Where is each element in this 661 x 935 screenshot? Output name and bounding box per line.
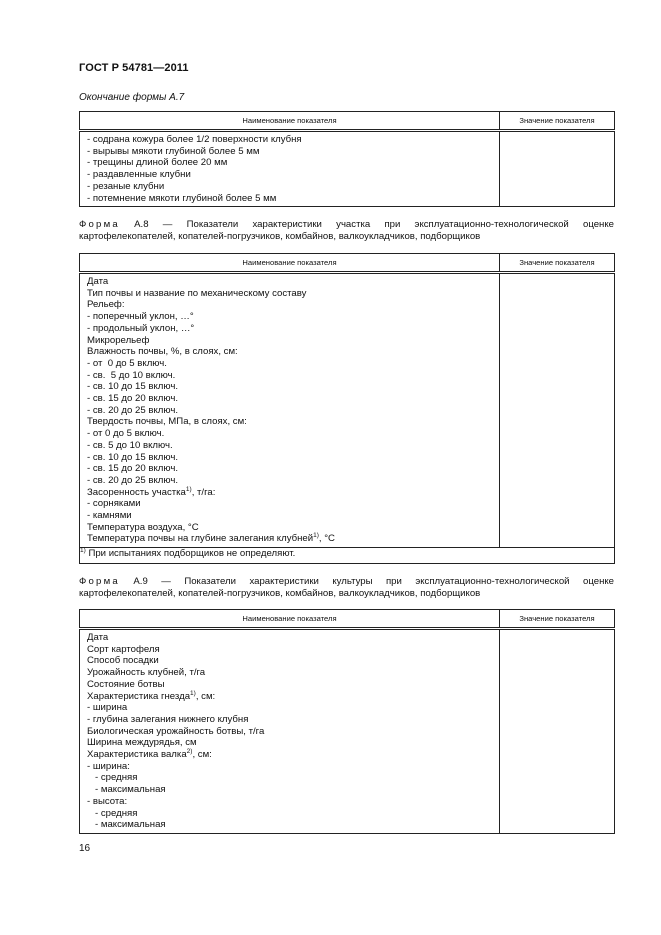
indicator-line: - св. 15 до 20 включ. bbox=[87, 463, 179, 475]
indicator-line: - ширина bbox=[87, 702, 128, 714]
form-a8-number: А.8 bbox=[134, 219, 149, 230]
form-a8-footnote-row bbox=[80, 548, 615, 564]
indicator-line: - глубина залегания нижнего клубня bbox=[87, 713, 249, 725]
indicator-line: - содрана кожура более 1/2 поверхности клубня bbox=[87, 134, 302, 145]
indicator-line: - поперечный уклон, …° bbox=[87, 311, 194, 323]
col-header-name: Наименование показателя bbox=[80, 254, 500, 273]
footnote-ref: 1) bbox=[190, 689, 196, 697]
footnote-mark: 1) bbox=[80, 547, 86, 555]
form-a8-label: Форма bbox=[79, 219, 120, 230]
indicator-subline: - средняя bbox=[95, 807, 138, 819]
indicator-line: Дата bbox=[87, 276, 109, 287]
indicator-line: - св. 5 до 10 включ. bbox=[87, 439, 173, 451]
indicator-line: - сорняками bbox=[87, 498, 141, 510]
indicator-line: - св. 10 до 15 включ. bbox=[87, 451, 179, 463]
col-header-value: Значение показателя bbox=[500, 254, 615, 273]
page-number: 16 bbox=[79, 843, 91, 854]
form-a8-footnote bbox=[80, 548, 615, 564]
form-a8-header-row bbox=[80, 254, 615, 273]
indicator-line: Влажность почвы, %, в слоях, см: bbox=[87, 346, 238, 358]
form-a9-header-row bbox=[80, 610, 615, 629]
form-a8-title-text: — Показатели характеристики участка при эксплуатационно-технологической оценке картофелекопателей, копателей-погрузчиков, комбайнов, валкоукладчиков, подборщиков bbox=[79, 219, 614, 242]
indicator-line: - св. 5 до 10 включ. bbox=[87, 369, 176, 381]
form-a8-indicator-list bbox=[80, 273, 500, 548]
indicator-line: - св. 20 до 25 включ. bbox=[87, 474, 179, 486]
indicator-line: Ширина междурядья, см bbox=[87, 737, 197, 749]
form-a7-indicator-list bbox=[80, 131, 500, 207]
form-a9-title bbox=[79, 576, 614, 600]
indicator-line: - от 0 до 5 включ. bbox=[87, 428, 165, 440]
indicator-line: - вырывы мякоти глубиной более 5 мм bbox=[87, 145, 260, 157]
form-a7-header-row bbox=[80, 112, 615, 131]
indicator-subline: - средняя bbox=[95, 772, 138, 784]
indicator-subline: - максимальная bbox=[95, 784, 166, 796]
col-header-value: Значение показателя bbox=[500, 112, 615, 131]
form-a7-continuation-caption: Окончание формы А.7 bbox=[79, 92, 185, 103]
indicator-line: - св. 15 до 20 включ. bbox=[87, 393, 179, 405]
indicator-line: - ширина: bbox=[87, 760, 130, 772]
indicator-line: Микрорельеф bbox=[87, 334, 150, 346]
indicator-line: Дата bbox=[87, 632, 109, 643]
soil-temperature-line: Температура почвы на глубине залегания клубней$^{1)}$, °С bbox=[87, 532, 335, 545]
indicator-line: - раздавленные клубни bbox=[87, 169, 191, 181]
form-a9-title-text: — Показатели характеристики культуры при эксплуатационно-технологической оценке картофелекопателей, копателей-погрузчиков, комбайнов, валкоукладчиков, подборщиков bbox=[79, 576, 615, 599]
indicator-line: Сорт картофеля bbox=[87, 643, 160, 655]
indicator-line: Температура воздуха, °С bbox=[87, 521, 199, 533]
indicator-line: - св. 20 до 25 включ. bbox=[87, 404, 179, 416]
windrow-line: Характеристика валка$^{2)}$, см: bbox=[87, 748, 212, 761]
indicator-line: - потемнение мякоти глубиной более 5 мм bbox=[87, 192, 277, 204]
footnote-ref: 2) bbox=[186, 748, 193, 756]
form-a8-value-cell[interactable] bbox=[500, 273, 615, 548]
standard-header: ГОСТ Р 54781—2011 bbox=[79, 62, 189, 74]
nest-line: Характеристика гнезда$^{1)}$, см: bbox=[87, 689, 216, 702]
indicator-line: - резаные клубни bbox=[87, 180, 165, 192]
col-header-value: Значение показателя bbox=[500, 610, 615, 629]
indicator-line: Биологическая урожайность ботвы, т/га bbox=[87, 725, 265, 737]
form-a9-label: Форма bbox=[79, 576, 120, 587]
form-a9-number: А.9 bbox=[133, 576, 148, 587]
indicator-line: Твердость почвы, МПа, в слоях, см: bbox=[87, 416, 247, 428]
form-a9-body-row bbox=[80, 629, 615, 834]
form-a8-body-row bbox=[80, 273, 615, 548]
footnote-ref: 1) bbox=[185, 485, 192, 493]
form-a9-indicator-list bbox=[80, 629, 500, 834]
indicator-line: - продольный уклон, …° bbox=[87, 322, 195, 334]
form-a9-table bbox=[79, 609, 615, 834]
form-a9-value-cell[interactable] bbox=[500, 629, 615, 834]
indicator-line: Урожайность клубней, т/га bbox=[87, 667, 206, 679]
indicator-line: - св. 10 до 15 включ. bbox=[87, 381, 179, 393]
footnote-text: При испытаниях подборщиков не определяют. bbox=[85, 548, 296, 560]
form-a8-table bbox=[79, 253, 615, 564]
indicator-line: - высота: bbox=[87, 795, 128, 807]
form-a8-title bbox=[79, 219, 614, 243]
indicator-line: - от 0 до 5 включ. bbox=[87, 357, 167, 369]
indicator-line: - трещины длиной более 20 мм bbox=[87, 157, 228, 169]
col-header-name: Наименование показателя bbox=[80, 610, 500, 629]
footnote-ref: 1) bbox=[313, 532, 319, 540]
col-header-name: Наименование показателя bbox=[80, 112, 500, 131]
contamination-line: Засоренность участка$^{1)}$, т/га: bbox=[87, 485, 216, 498]
indicator-line: Состояние ботвы bbox=[87, 678, 165, 690]
indicator-line: Тип почвы и название по механическому составу bbox=[87, 287, 307, 299]
indicator-line: Рельеф: bbox=[87, 299, 125, 311]
form-a7-body-row bbox=[80, 131, 615, 207]
form-a7-value-cell[interactable] bbox=[500, 131, 615, 207]
indicator-line: Способ посадки bbox=[87, 655, 159, 667]
indicator-subline: - максимальная bbox=[95, 819, 166, 831]
indicator-line: - камнями bbox=[87, 510, 132, 522]
form-a7-table bbox=[79, 111, 615, 207]
